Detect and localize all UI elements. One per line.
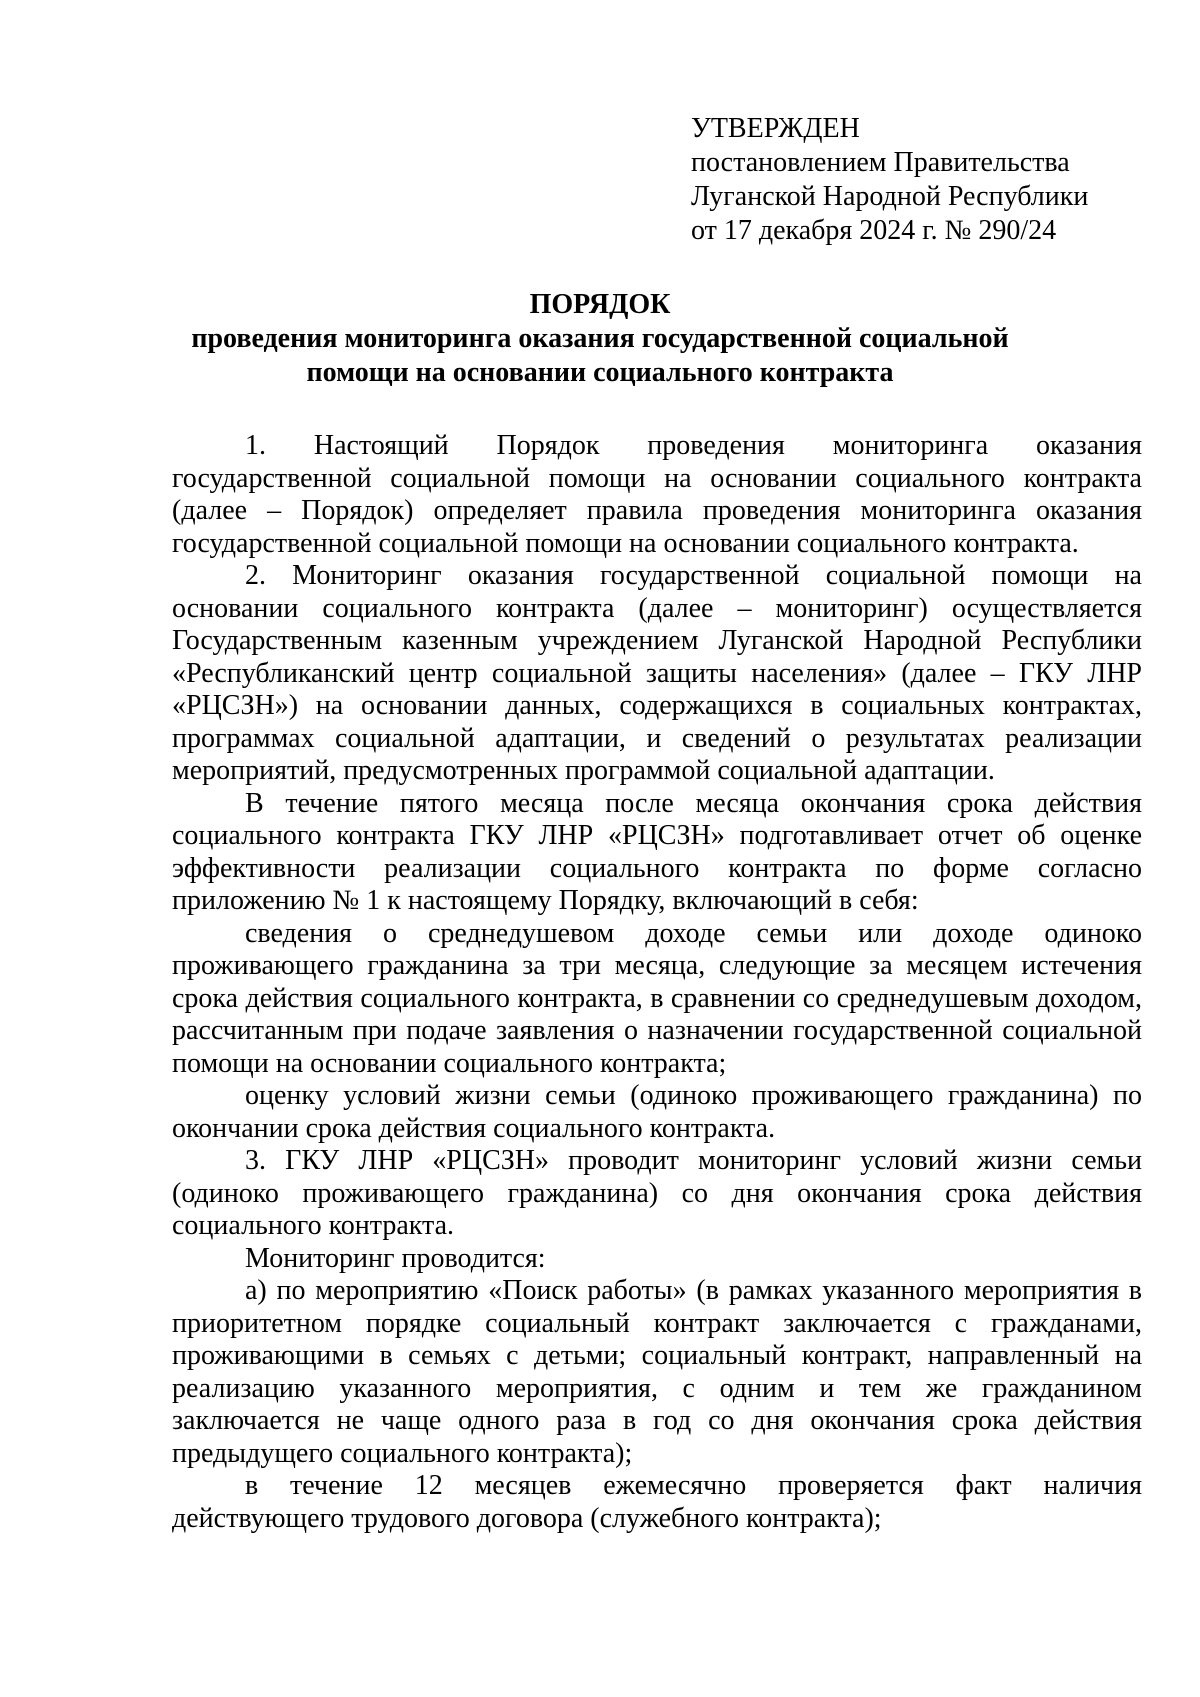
- paragraph-4: сведения о среднедушевом доходе семьи или доходе одиноко проживающего гражданина за три месяца, следующие за месяцем истечения срока действия социального контракта, в сравнении со среднедушевым доходом, рассчитанным при подаче заявления о назначении государственной социальной помощи на основании социального контракта;: [172, 917, 1142, 1079]
- paragraph-1: 1. Настоящий Порядок проведения мониторинга оказания государственной социальной помощи на основании социального контракта (далее – Порядок) определяет правила проведения мониторинга оказания государственной социальной помощи на основании социального контракта.: [172, 430, 1142, 559]
- approval-line-2: Луганской Народной Республики: [691, 181, 1089, 212]
- paragraph-3: В течение пятого месяца после месяца окончания срока действия социального контракта ГКУ ЛНР «РЦСЗН» подготавливает отчет об оценке эффективности реализации социального контракта по форме согласно приложению № 1 к настоящему Порядку, включающий в себя:: [172, 787, 1142, 916]
- paragraph-2: 2. Мониторинг оказания государственной социальной помощи на основании социального контракта (далее – мониторинг) осуществляется Государственным казенным учреждением Луганской Народной Республики «Республиканский центр социальной защиты населения» (далее – ГКУ ЛНР «РЦСЗН») на основании данных, содержащихся в социальных контрактах, программах социальной адаптации, и сведений о результатах реализации мероприятий, предусмотренных программой социальной адаптации.: [172, 560, 1142, 786]
- paragraph-9: в течение 12 месяцев ежемесячно проверяется факт наличия действующего трудового договора (служебного контракта);: [172, 1470, 1142, 1534]
- document-title: [150, 288, 1050, 390]
- approval-line-3: от 17 декабря 2024 г. № 290/24: [691, 215, 1057, 246]
- title-heading: ПОРЯДОК: [529, 289, 671, 320]
- approval-status: УТВЕРЖДЕН: [691, 113, 860, 144]
- title-line-1: проведения мониторинга оказания государственной социальной: [191, 323, 1009, 354]
- document-body: [172, 430, 1142, 1535]
- paragraph-8: а) по мероприятию «Поиск работы» (в рамках указанного мероприятия в приоритетном порядке социальный контракт заключается с гражданами, проживающими в семьях с детьми; социальный контракт, направленный на реализацию указанного мероприятия, с одним и тем же гражданином заключается не чаще одного раза в год со дня окончания срока действия предыдущего социального контракта);: [172, 1275, 1142, 1469]
- title-line-2: помощи на основании социального контракта: [306, 357, 894, 388]
- approval-line-1: постановлением Правительства: [691, 147, 1070, 178]
- approval-stamp: [691, 112, 1088, 248]
- paragraph-7: Мониторинг проводится:: [245, 1242, 546, 1274]
- paragraph-5: оценку условий жизни семьи (одиноко проживающего гражданина) по окончании срока действия социального контракта.: [172, 1080, 1142, 1144]
- paragraph-6: 3. ГКУ ЛНР «РЦСЗН» проводит мониторинг условий жизни семьи (одиноко проживающего гражданина) со дня окончания срока действия социального контракта.: [172, 1145, 1142, 1241]
